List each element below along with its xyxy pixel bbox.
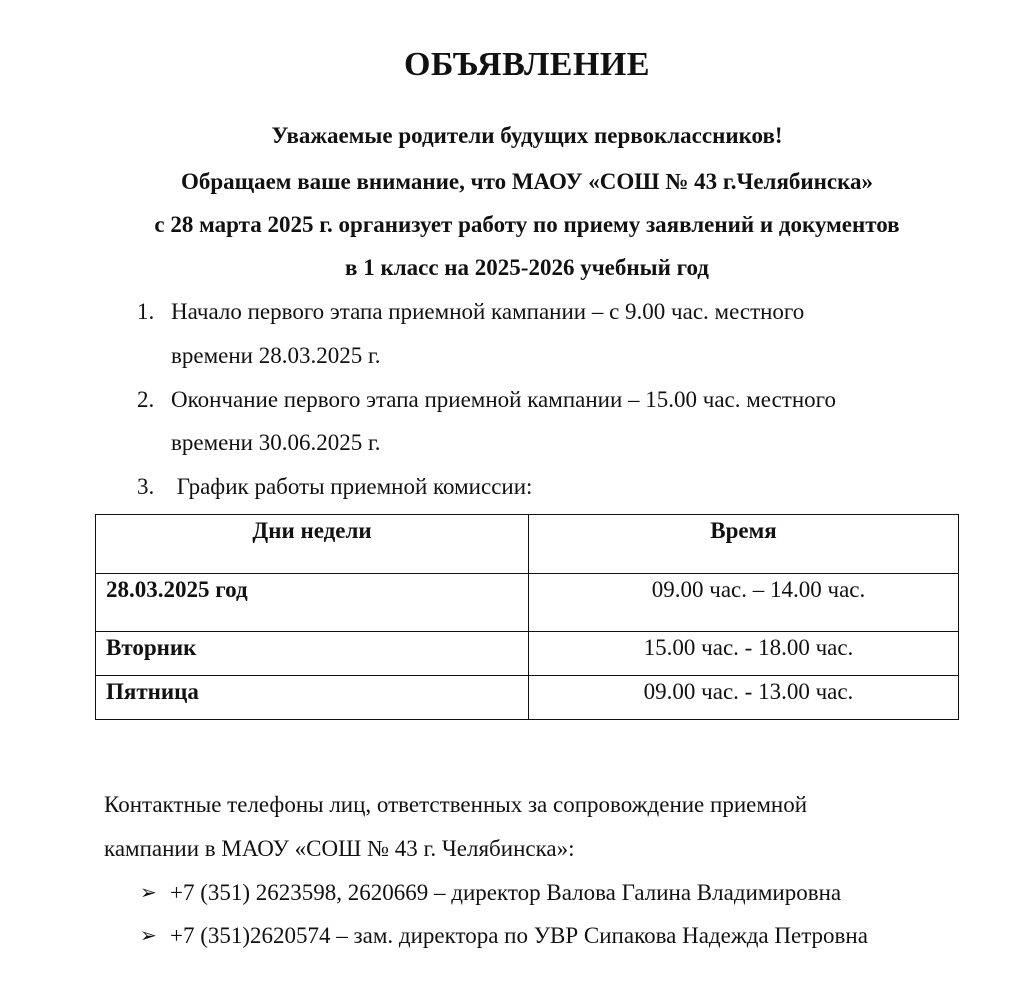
list-item-number: 3. <box>137 474 155 499</box>
document-title: ОБЪЯВЛЕНИЕ <box>403 46 651 83</box>
schedule-table <box>95 514 959 720</box>
table-header-row <box>96 515 959 574</box>
intro-line-dates: с 28 марта 2025 г. организует работу по приему заявлений и документов <box>154 212 900 237</box>
arrow-bullet-icon: ➢ <box>140 925 157 947</box>
table-cell-day: Вторник <box>96 632 529 676</box>
table-cell-time: 09.00 час. – 14.00 час. <box>529 574 959 632</box>
contacts-intro-line-1: Контактные телефоны лиц, ответственных за сопровождение приемной <box>104 792 808 817</box>
list-item-number: 2. <box>137 387 155 412</box>
table-cell-time: 15.00 час. - 18.00 час. <box>529 632 959 676</box>
intro-line-attention: Обращаем ваше внимание, что МАОУ «СОШ № 43 г.Челябинска» <box>180 169 874 194</box>
contacts-intro-line-2: кампании в МАОУ «СОШ № 43 г. Челябинска»: <box>104 836 575 861</box>
table-row <box>96 676 959 720</box>
table-row <box>96 574 959 632</box>
intro-line-greeting: Уважаемые родители будущих первоклассников! <box>271 123 783 148</box>
list-item-text: времени 28.03.2025 г. <box>171 343 381 368</box>
table-row <box>96 632 959 676</box>
contact-text: +7 (351) 2623598, 2620669 – директор Валова Галина Владимировна <box>170 880 842 905</box>
contact-text: +7 (351)2620574 – зам. директора по УВР Сипакова Надежда Петровна <box>170 923 868 948</box>
column-header-days: Дни недели <box>96 515 529 574</box>
list-item-number: 1. <box>137 299 155 324</box>
column-header-time: Время <box>529 515 959 574</box>
table-cell-day: 28.03.2025 год <box>96 574 529 632</box>
arrow-bullet-icon: ➢ <box>140 882 157 904</box>
list-item-text: времени 30.06.2025 г. <box>171 430 381 455</box>
table-cell-day: Пятница <box>96 676 529 720</box>
list-item-text: Начало первого этапа приемной кампании – с 9.00 час. местного <box>171 299 805 324</box>
table-cell-time: 09.00 час. - 13.00 час. <box>529 676 959 720</box>
intro-line-school-year: в 1 класс на 2025-2026 учебный год <box>345 255 709 280</box>
list-item-text: Окончание первого этапа приемной кампании – 15.00 час. местного <box>171 387 837 412</box>
list-item-text: График работы приемной комиссии: <box>171 474 533 499</box>
